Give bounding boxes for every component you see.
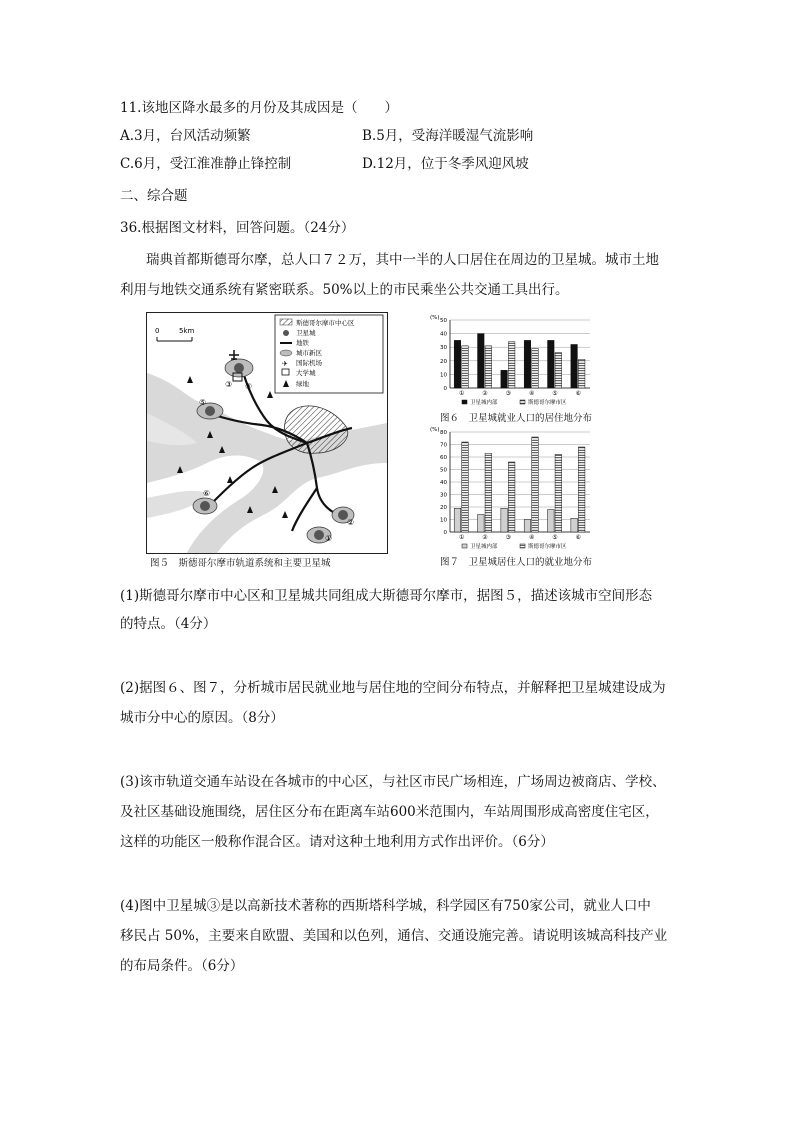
city-marker-1: ①: [325, 534, 333, 543]
sub3-line3: 这样的功能区一般称作混合区。请对这种土地利用方式作出评价。（6分）: [120, 834, 554, 850]
x-tick-label: ②: [482, 534, 488, 541]
legend-swatch-a: [462, 400, 467, 404]
bar-satellite-internal-5: [548, 510, 555, 533]
y-tick-label: 50: [440, 467, 447, 474]
y-unit-label: (%): [430, 427, 440, 433]
legend-label-b: 斯德哥尔摩市区: [528, 400, 567, 406]
x-tick-label: ⑥: [575, 390, 582, 397]
svg-text:✈: ✈: [282, 360, 288, 368]
q36-stem: 36.根据图文材料，回答问题。（24分）: [120, 220, 355, 236]
scale-label: 5km: [179, 327, 195, 335]
legend-label-b: 斯德哥尔摩市区: [528, 544, 567, 550]
city-marker-2: ②: [347, 518, 355, 527]
x-tick-label: ④: [528, 390, 535, 397]
bar-satellite-internal-4: [524, 520, 531, 533]
y-tick-label: 10: [440, 372, 447, 379]
legend-swatch-b: [520, 544, 525, 548]
y-tick-label: 10: [440, 517, 447, 524]
bar-stockholm-urban-4: [532, 349, 539, 388]
fig7-caption: 图７ 卫星城居住人口的就业地分布: [440, 557, 593, 568]
q11-option-d: D.12月，位于冬季风迎风坡: [362, 156, 529, 172]
y-tick-label: 70: [440, 442, 447, 449]
bar-satellite-internal-2: [478, 334, 485, 388]
sub1-line1: (1)斯德哥尔摩市中心区和卫星城共同组成大斯德哥尔摩市，据图５，描述该城市空间形态: [120, 588, 653, 604]
scale-zero: 0: [155, 327, 160, 335]
legend-label-a: 卫星城内部: [470, 544, 498, 550]
bar-satellite-internal-1: [454, 340, 461, 388]
sub4-line1: (4)图中卫星城③是以高新技术著称的西斯塔科学城，科学园区有750家公司，就业人口中: [120, 898, 651, 914]
city-marker-6: ⑥: [203, 489, 211, 498]
sub3-line2: 及社区基础设施围绕，居住区分布在距离车站600米范围内，车站周围形成高密度住宅区，: [120, 804, 659, 820]
y-tick-label: 40: [440, 480, 447, 486]
x-tick-label: ①: [458, 390, 465, 397]
bar-stockholm-urban-2: [485, 346, 492, 388]
bar-satellite-internal-4: [524, 340, 531, 388]
legend-green: 绿地: [296, 380, 309, 388]
airport-icon: [229, 350, 239, 360]
bar-satellite-internal-1: [454, 508, 461, 532]
sub2-line2: 城市分中心的原因。（8分）: [120, 710, 284, 726]
y-tick-label: 20: [440, 358, 447, 365]
bar-stockholm-urban-6: [578, 359, 585, 388]
y-tick-label: 0: [443, 386, 447, 392]
legend-swatch-b: [520, 400, 525, 404]
figure-7-chart: [428, 424, 598, 552]
city-marker-3: ③: [225, 380, 233, 389]
legend-label-a: 卫星城内部: [470, 400, 498, 406]
sub4-line2: 移民占 50%，主要来自欧盟、美国和以色列，通信、交通设施完善。请说明该城高科技产业: [120, 928, 668, 944]
bar-satellite-internal-5: [548, 340, 555, 388]
y-tick-label: 50: [440, 318, 447, 324]
y-tick-label: 30: [440, 345, 447, 352]
x-tick-label: ⑥: [575, 534, 582, 541]
bar-stockholm-urban-6: [578, 447, 585, 532]
sub2-line1: (2)据图６、图７，分析城市居民就业地与居住地的空间分布特点，并解释把卫星城建设成为: [120, 680, 666, 696]
bar-stockholm-urban-2: [485, 453, 492, 532]
bar-stockholm-urban-1: [462, 346, 469, 388]
q11-stem: 11.该地区降水最多的月份及其成因是（ ）: [120, 100, 398, 116]
fig5-caption: 图５ 斯德哥尔摩市轨道系统和主要卫星城: [150, 558, 331, 569]
bar-stockholm-urban-5: [555, 353, 562, 388]
legend-new-district: 城市新区: [296, 349, 322, 357]
q11-option-b: B.5月，受海洋暖湿气流影响: [362, 128, 534, 144]
y-tick-label: 40: [440, 331, 447, 338]
legend-swatch-a: [462, 544, 467, 548]
x-tick-label: ③: [505, 390, 512, 397]
bar-satellite-internal-3: [501, 508, 508, 532]
sub1-line2: 的特点。（4分）: [120, 616, 217, 632]
x-tick-label: ①: [458, 534, 465, 541]
legend-university: 大学城: [296, 369, 316, 377]
x-tick-label: ④: [528, 534, 535, 541]
bar-stockholm-urban-3: [508, 462, 515, 532]
figure-6-chart: [428, 312, 598, 408]
city-center-district: [285, 406, 348, 453]
section-title: 二、综合题: [120, 188, 188, 204]
y-tick-label: 80: [440, 430, 447, 436]
bar-satellite-internal-3: [501, 370, 508, 388]
q36-intro-line2: 利用与地铁交通系统有紧密联系。50%以上的市民乘坐公共交通工具出行。: [120, 282, 569, 298]
bar-stockholm-urban-1: [462, 442, 469, 532]
bar-stockholm-urban-4: [532, 437, 539, 532]
bar-satellite-internal-6: [571, 518, 578, 532]
x-tick-label: ③: [505, 534, 512, 541]
x-tick-label: ⑤: [552, 390, 558, 397]
bar-stockholm-urban-5: [555, 455, 562, 533]
q11-option-a: A.3月，台风活动频繁: [120, 128, 251, 144]
bar-satellite-internal-6: [571, 344, 578, 388]
x-tick-label: ②: [482, 390, 488, 397]
q36-intro-line1: 瑞典首都斯德哥尔摩，总人口７２万，其中一半的人口居住在周边的卫星城。城市土地: [146, 252, 659, 268]
x-tick-label: ⑤: [552, 534, 558, 541]
y-tick-label: 30: [440, 492, 447, 499]
figure-5-map: [146, 312, 388, 554]
sub3-line1: (3)该市轨道交通车站设在各城市的中心区，与社区市民广场相连，广场周边被商店、学校、: [120, 774, 666, 790]
sub4-line3: 的布局条件。（6分）: [120, 958, 244, 974]
legend-airport: 国际机场: [296, 359, 322, 367]
bar-satellite-internal-2: [478, 515, 485, 533]
y-tick-label: 0: [443, 530, 447, 536]
city-marker-4: ④: [245, 382, 253, 391]
y-tick-label: 60: [440, 455, 447, 461]
y-unit-label: (%): [430, 315, 440, 321]
legend-city-center: 斯德哥尔摩市中心区: [296, 319, 355, 327]
fig6-caption: 图６ 卫星城就业人口的居住地分布: [440, 413, 593, 424]
legend-satellite: 卫星城: [296, 329, 316, 337]
bar-stockholm-urban-3: [508, 342, 515, 388]
q11-option-c: C.6月，受江淮准静止锋控制: [120, 156, 292, 172]
legend-subway: 地铁: [296, 339, 309, 347]
y-tick-label: 20: [440, 505, 447, 511]
map-svg: [147, 313, 387, 553]
city-marker-5: ⑤: [199, 398, 207, 407]
